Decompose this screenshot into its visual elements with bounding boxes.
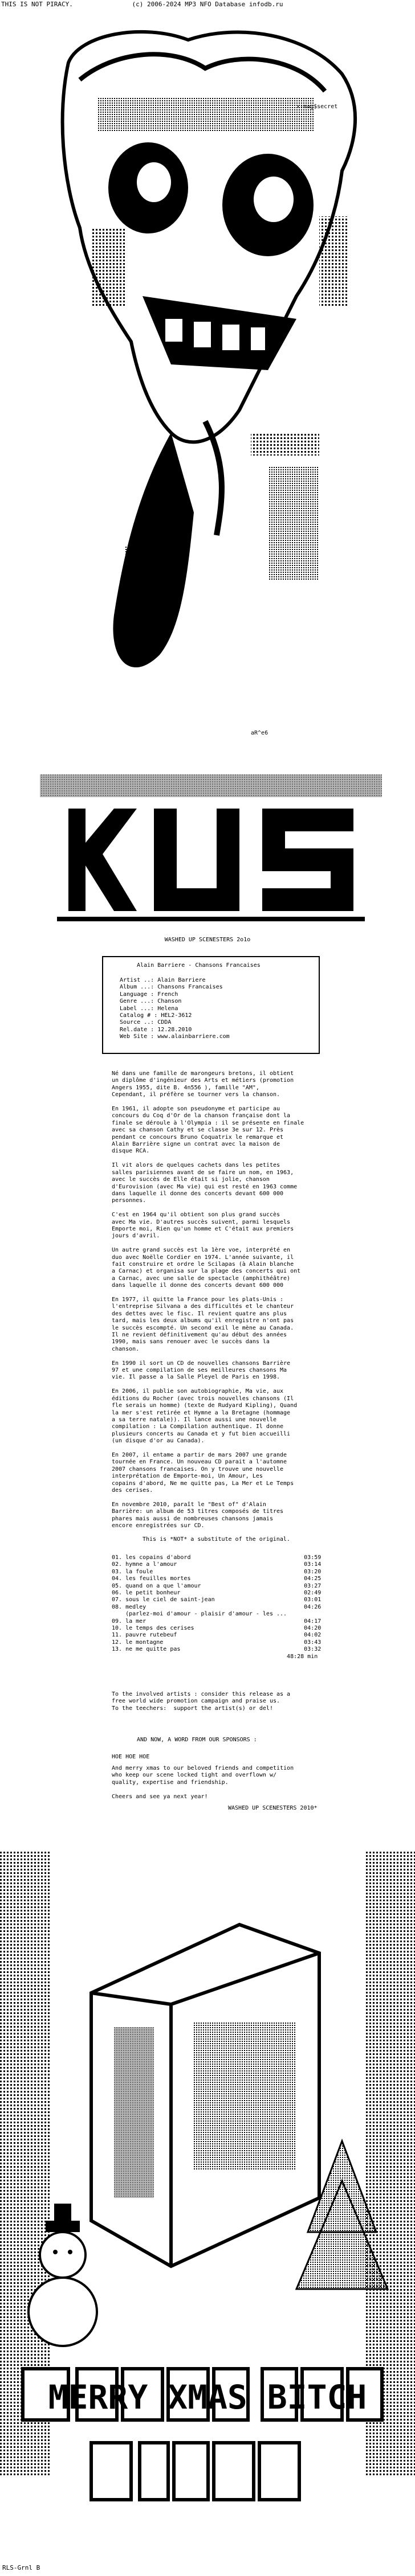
sponsors-title: AND NOW, A WORD FROM OUR SPONSORS : <box>137 1737 257 1743</box>
art-small-tag: aR^e6 <box>251 730 268 736</box>
track-row: 07. sous le ciel de saint-jean 03:01 <box>112 1597 322 1603</box>
track-row: 11. pauvre rutebeuf 04:02 <box>112 1632 322 1639</box>
track-row: 09. la mer 04:17 <box>112 1618 322 1625</box>
track-row: 05. quand on a que l'amour 03:27 <box>112 1582 322 1589</box>
tracklist <box>112 1554 321 1660</box>
tracklist-notice: This is *NOT* a substitute of the original. <box>143 1536 290 1543</box>
skull-art <box>63 32 355 667</box>
track-row: (parlez-moi d'amour - plaisir d'amour - les ... <box>112 1611 304 1618</box>
track-row: 03. la foule 03:20 <box>112 1568 322 1575</box>
xmas-art <box>0 1851 415 2500</box>
track-row: 02. hymne a l'amour 03:14 <box>112 1561 322 1568</box>
release-title: Alain Barriere - Chansons Francaises <box>137 962 261 969</box>
signoff: WASHED UP SCENESTERS 2010* <box>228 1805 318 1811</box>
group-line: WASHED UP SCENESTERS 2o1o <box>164 937 251 943</box>
release-group-tag: RLS-Grnl B <box>2 2564 40 2571</box>
bio-text: Né dans une famille de marongeurs bretons, il obtient un diplôme d'ingénieur des Arts et métiers (promotion Angers 1955, dite B. 4n556 ), famille "AM", Cependant, il préfère se tourner vers la chanson. En 1961, il adopte son pseudonyme et participe au concours du Coq d'Or de la chanson française dont la finale se déroule à l'Olympia : il se présente en finale avec sa chanson Cathy et se classe 3e sur 12. Près pendant ce concours Bruno Coquatrix le remarque et Alain Barrière signe un contrat avec la maison de disque RCA. Il vit alors de quelques cachets dans les petites salles parisiennes avant de se faire un nom, en 1963, avec le succès de Elle était si jolie, chanson d'Eurovision (avec Ma vie) qui est resté en 1963 comme dans laquelle il donne des concerts devant 600 000 personnes. C'est en 1964 qu'il obtient son plus grand succès avec Ma vie. D'autres succès suivent, parmi lesquels Emporte moi, Rien qu'un homme et C'était aux premiers jours d'avril. Un autre grand succès est la 1ère voe, interprété en duo avec Noëlle Cordier en 1974. L'année suivante, il fait construire et ordre le Scilapas (à Alain blanche a Carnac) et organisa sur la plage des concerts qui ont a Carnac, avec une salle de spectacle (amphithéâtre) dans laquelle il donne des concerts devant 600 000 En 1977, il quitte la France pour les plats-Unis : l'entreprise Silvana a des difficultés et le chanteur des dettes avec le fisc. Il revient quatre ans plus tard, mais les deux albums qu'il enregistre n'ont pas le succès escompté. Un second exil le mène au Canada. Il ne revient définitivement qu'au début des années 1990, mais sans renouer avec le succès dans la chanson. En 1990 il sort un CD de nouvelles chansons Barrière 97 et une compilation de ses meilleures chansons Ma vie. Il passe a la Salle Pleyel de Paris en 1998. En 2006, il publie son autobiographie, Ma vie, aux éditions du Rocher (avec trois nouvelles chansons (Il fle serais un homme) (texte de Rudyard Kipling), Quand la mer s'est retirée et Hymne a la Bretagne (hommage a sa terre natale)). Il lance aussi une nouvelle compilation : La Compilation authentique. Il donne plusieurs concerts au Canada et y fut bien accueilli (un disque d'or au Canada). En 2007, il entame a partir de mars 2007 une grande tournée en France. Un nouveau CD parait a l'automne 2007 chansons francaises. On y trouve une nouvelle interprétation de Emporte-moi, Un Amour, Les copains d'abord, Ne me quitte pas, La Mer et Le Temps des cerises. En novembre 2010, paraît le "Best of" d'Alain Barrière: un album de 53 titres composés de titres phares mais aussi de nombreuses chansons jamais encore enregistrées sur CD. <box>112 1070 304 1529</box>
track-row: 12. le montagne 03:43 <box>112 1639 322 1646</box>
sponsor-message: And merry xmas to our beloved friends and competition who keep our scene locked tight and overflown w/ quality, expertise and friendship. Cheers and see ya next year! <box>112 1765 294 1800</box>
track-row: 10. le temps des cerises 04:20 <box>112 1625 322 1632</box>
track-total: 48:28 min <box>112 1653 318 1660</box>
hoho-line: HOE HOE HOE <box>112 1754 150 1760</box>
track-row: 01. les copains d'abord 03:59 <box>112 1554 322 1561</box>
track-row: 06. le petit bonheur 02:49 <box>112 1590 322 1597</box>
svg-text:MERRY XMAS BITCH: MERRY XMAS BITCH <box>48 2378 367 2417</box>
invite-text: To the involved artists : consider this release as a free world wide promotion campaign and praise us. To the teechers: support the artist(s) or del! <box>112 1691 291 1712</box>
piracy-notice: THIS IS NOT PIRACY. <box>1 1 73 8</box>
track-row: 08. medley 04:26 <box>112 1603 322 1610</box>
track-row: 13. ne me quitte pas 03:32 <box>112 1646 322 1653</box>
track-row: 04. les feuilles mortes 04:25 <box>112 1576 322 1582</box>
group-logo-art <box>40 774 382 921</box>
release-fields: Artist ..: Alain Barriere Album ...: Chansons Francaises Language : French Genre ...: Chanson Label ...: Helena Catalog # : HEL2-3612 Source ..: CDDA Rel.date : 12.28.2010 Web Site : www.alainbarriere.com <box>120 977 230 1040</box>
copyright-line: (c) 2006-2024 MP3 NFO Database infodb.ru <box>132 1 283 8</box>
art-signature: x-mag$secret <box>296 104 338 110</box>
